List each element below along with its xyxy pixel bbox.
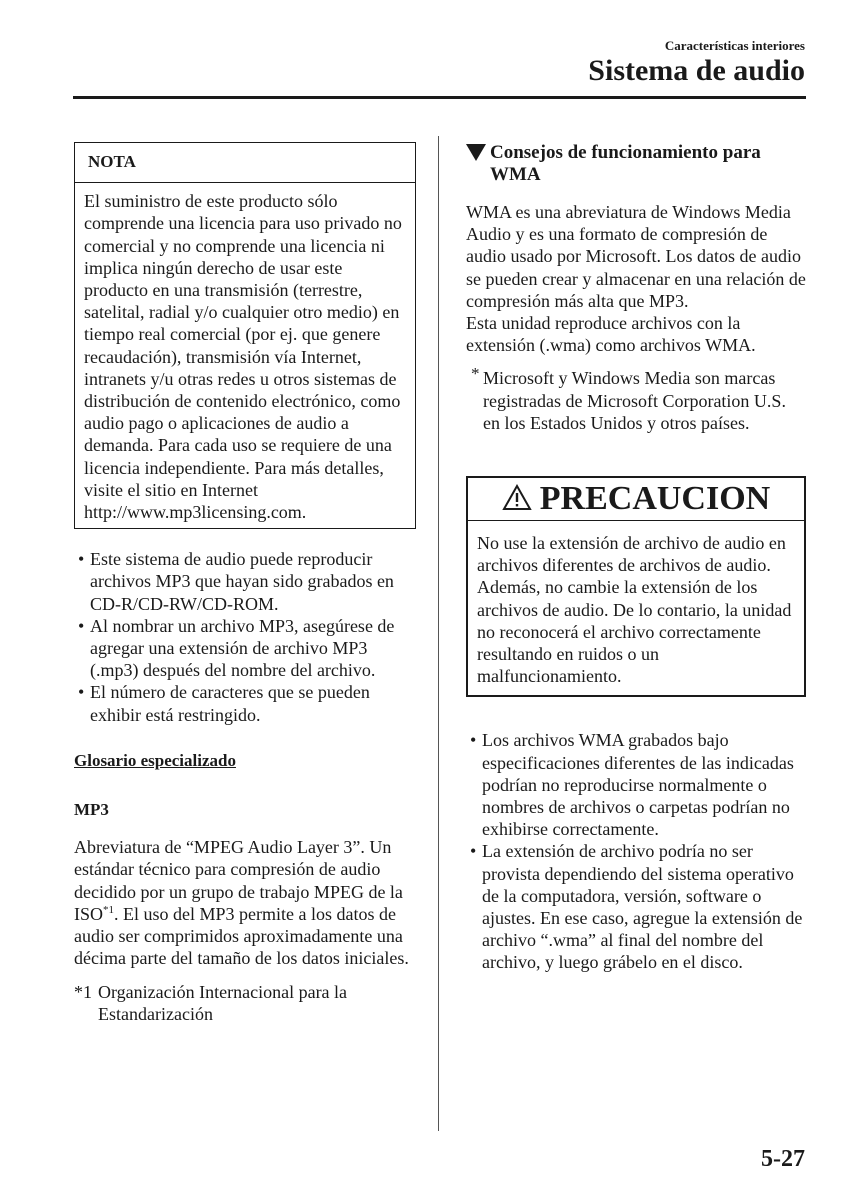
wma-paragraph: WMA es una abreviatura de Windows Media Audio y es una formato de compresión de audio usado por Microsoft. Los datos de audio se pueden crear y almacenar en una relación de compresión más alta que MP3.: [466, 202, 806, 311]
asterisk-icon: *: [471, 364, 480, 384]
footnote-text: Organización Internacional para la Estandarización: [98, 981, 348, 1024]
bullet-icon: •: [470, 730, 477, 751]
header-rule: [73, 96, 806, 99]
mp3-text-part2: . El uso del MP3 permite a los datos de audio ser comprimidos aproximadamente una décima parte del tamaño de los datos iniciales.: [74, 903, 409, 969]
trademark-text: Microsoft y Windows Media son marcas registradas de Microsoft Corporation U.S. en los Estados Unidos y otros países.: [483, 368, 786, 433]
mp3-heading: MP3: [74, 800, 109, 820]
wma-heading-text: Consejos de funcionamiento para WMA: [490, 142, 761, 185]
caution-header: [468, 478, 804, 521]
bullet-icon: •: [78, 615, 85, 636]
list-item: [74, 615, 416, 682]
footnote-ref: *1: [103, 903, 115, 916]
nota-box: [74, 142, 416, 529]
bullet-icon: •: [78, 682, 85, 703]
bullet-text: La extensión de archivo podría no ser provista dependiendo del sistema operativo de la computadora, versión, software o ajustes. En ese caso, agregue la extensión de archivo “.wma” al final del nombre del archivo, y luego grábelo en el disco.: [482, 841, 803, 973]
left-column: [74, 142, 416, 1025]
list-item: [466, 840, 806, 973]
caution-title: PRECAUCION: [539, 480, 771, 518]
page-number: 5-27: [761, 1146, 805, 1172]
page-title: Sistema de audio: [588, 54, 805, 87]
bullet-text: Este sistema de audio puede reproducir archivos MP3 que hayan sido grabados en CD-R/CD-RW/CD-ROM.: [90, 549, 394, 614]
footnote-mark: *1: [74, 981, 92, 1002]
mp3-text-part1: Abreviatura de “MPEG Audio Layer 3”. Un estándar técnico para compresión de audio decidido por un grupo de trabajo MPEG de la ISO: [74, 837, 403, 924]
warning-triangle-icon: [502, 484, 532, 511]
list-item: [74, 548, 416, 615]
caution-body: No use la extensión de archivo de audio en archivos diferentes de archivos de audio. Además, no cambie la extensión de los archivos de audio. De lo contario, la unidad no reconocerá el archivo correctamente resultando en ruidos o un malfuncionamiento.: [477, 533, 792, 687]
bullet-text: Los archivos WMA grabados bajo especificaciones diferentes de las indicadas podrían no reproducirse normalmente o nombres de archivos o carpetas podrían no exhibirse correctamente.: [482, 730, 794, 840]
footnote: [74, 981, 416, 1025]
trademark-note: [466, 364, 806, 434]
right-column: [466, 142, 806, 974]
bullet-icon: •: [78, 549, 85, 570]
wma-heading: [466, 142, 806, 186]
bullet-text: Al nombrar un archivo MP3, asegúrese de agregar una extensión de archivo MP3 (.mp3) después del nombre del archivo.: [90, 615, 395, 681]
mp3-definition: [74, 836, 416, 969]
section-label: Características interiores: [664, 38, 805, 53]
wma-paragraph-2: Esta unidad reproduce archivos con la extensión (.wma) como archivos WMA.: [466, 313, 756, 356]
caution-box: [466, 476, 806, 697]
mp3-bullet-list: [74, 548, 416, 726]
wma-bullet-list: [466, 729, 806, 973]
bullet-icon: •: [470, 841, 477, 862]
list-item: [466, 729, 806, 840]
column-divider: [438, 136, 439, 1131]
nota-body: El suministro de este producto sólo comprende una licencia para uso privado no comercial y no comprende una licencia ni implica ningún derecho de usar este producto en una transmisión (terrestre, satelital, radial y/o cualquier otro medio) en tiempo real comercial (por ej. que genere recaudación), transmisión vía Internet, intranets y/u otras redes u otros sistemas de distribución de contenido electrónico, como audio pago o aplicaciones de audio a demanda. Para cada uso se requiere de una licencia independiente. Para más detalles, visite el sitio en Internet http://www.mp3licensing.com.: [84, 191, 402, 523]
list-item: [74, 681, 416, 725]
bullet-text: El número de caracteres que se pueden exhibir está restringido.: [90, 682, 370, 725]
glossary-heading: Glosario especializado: [74, 750, 236, 770]
nota-title: NOTA: [75, 143, 415, 183]
triangle-down-icon: [466, 144, 486, 161]
